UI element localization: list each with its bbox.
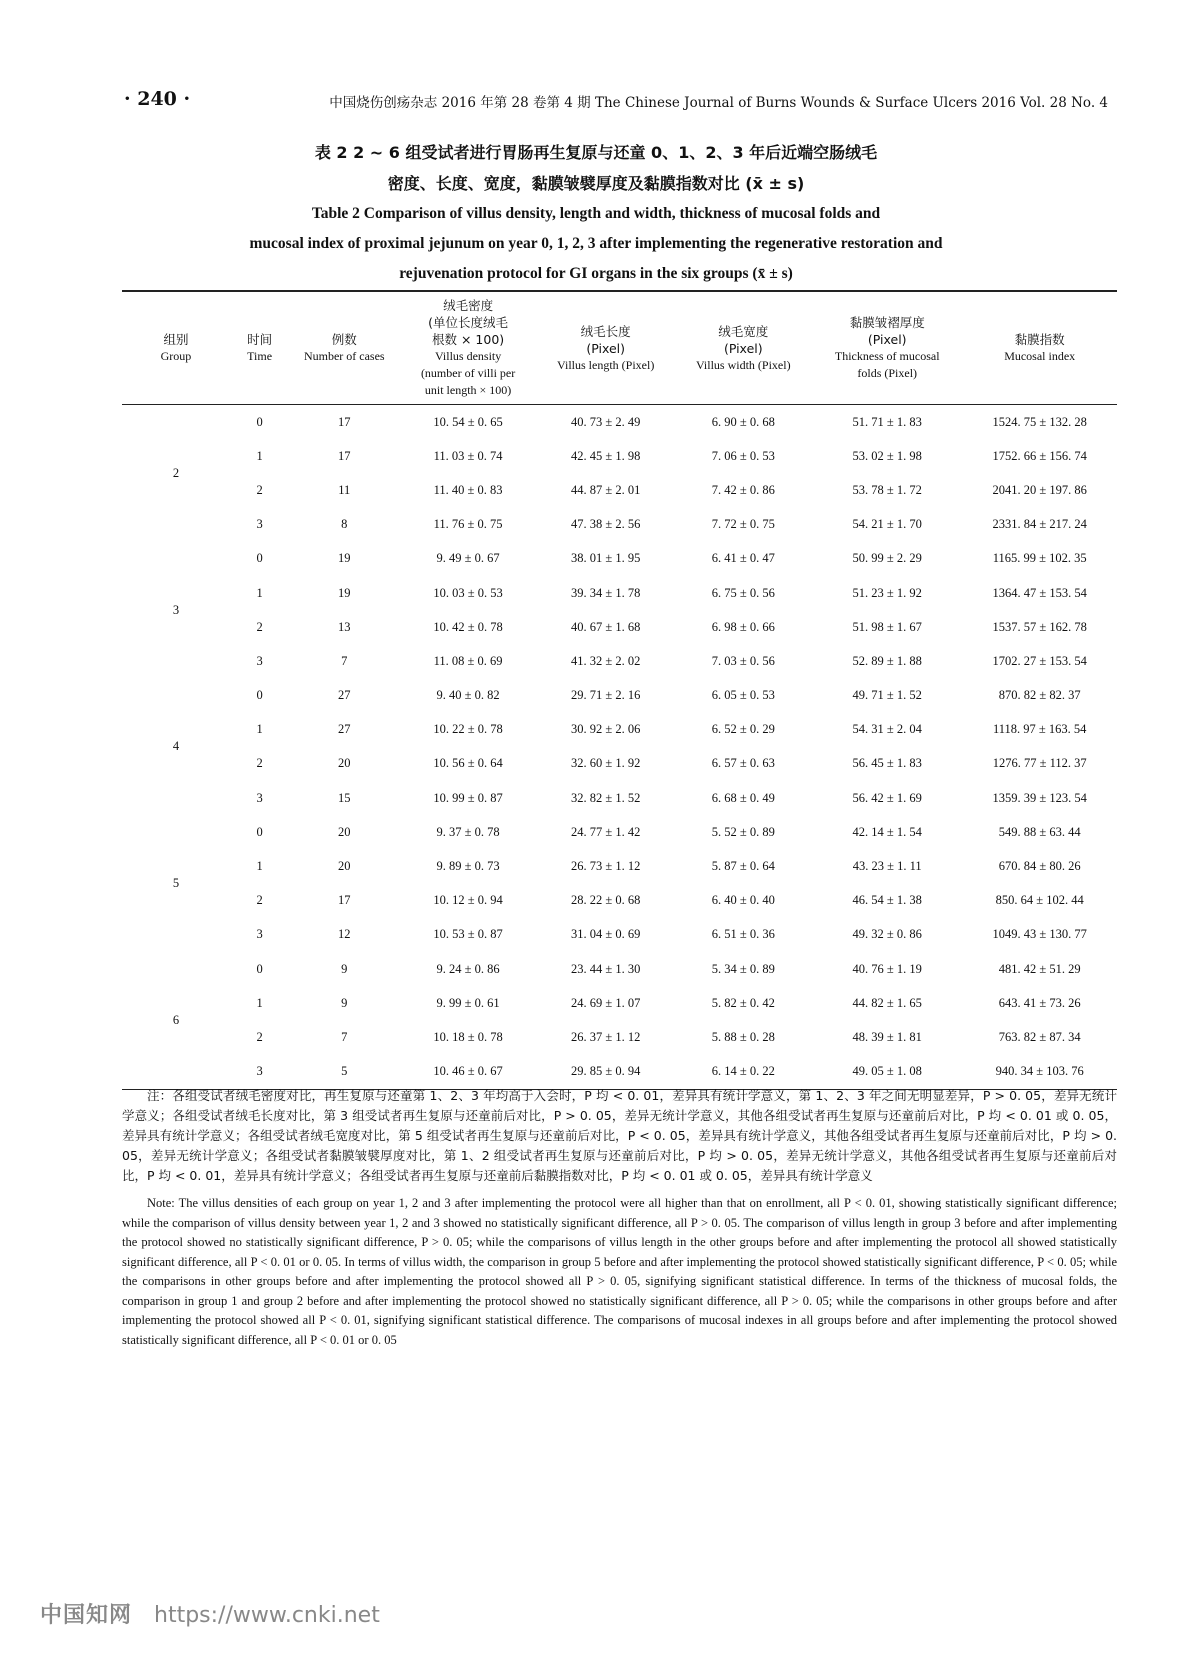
table-cell: 481. 42 ± 51. 29 (998, 961, 1081, 976)
table-cell: 2 (256, 1029, 263, 1044)
header-cell (962, 291, 1117, 405)
table-cell: 10. 18 ± 0. 78 (433, 1029, 503, 1044)
table-cell: 643. 41 ± 73. 26 (998, 995, 1081, 1010)
table-cell: 6. 14 ± 0. 22 (711, 1064, 775, 1079)
table-cell: 11. 40 ± 0. 83 (433, 482, 503, 497)
table-cell: 7. 06 ± 0. 53 (711, 448, 775, 463)
table-cell: 1752. 66 ± 156. 74 (992, 448, 1087, 463)
table-cell: 20 (338, 756, 351, 771)
table-cell: 12 (338, 927, 351, 942)
table-row (122, 1055, 1117, 1090)
table-cell: 2 (256, 893, 263, 908)
table-cell: 42. 14 ± 1. 54 (852, 824, 922, 839)
table-cell: 6. 40 ± 0. 40 (711, 893, 775, 908)
table-row (122, 952, 1117, 986)
table-cell: 27 (338, 688, 351, 703)
table-cell: 2331. 84 ± 217. 24 (992, 517, 1087, 532)
header-label-zh: 黏膜指数 (1014, 332, 1065, 347)
page-footer (40, 1598, 380, 1629)
table-cell: 6. 57 ± 0. 63 (711, 756, 775, 771)
table-cell: 8 (341, 517, 348, 532)
header-label-en: Number of cases (303, 349, 385, 363)
table-cell: 29. 85 ± 0. 94 (571, 1064, 641, 1079)
table-cell: 10. 03 ± 0. 53 (433, 585, 503, 600)
table-cell: 2 (256, 482, 263, 497)
header-label-zh: 时间 (247, 332, 273, 347)
table-cell: 23. 44 ± 1. 30 (571, 961, 641, 976)
table-cell: 1702. 27 ± 153. 54 (992, 653, 1087, 668)
caption-en-line3: rejuvenation protocol for GI organs in the six groups (x̄ ± s) (399, 265, 793, 282)
table-cell: 29. 71 ± 2. 16 (571, 688, 641, 703)
table-cell: 6. 75 ± 0. 56 (711, 585, 775, 600)
table-cell: 50. 99 ± 2. 29 (852, 551, 922, 566)
table-cell: 49. 05 ± 1. 08 (852, 1064, 922, 1079)
table-cell: 56. 45 ± 1. 83 (852, 756, 922, 771)
table-cell: 32. 82 ± 1. 52 (571, 790, 641, 805)
caption-zh-line1: 表 2 2 ~ 6 组受试者进行胃肠再生复原与还童 0、1、2、3 年后近端空肠绒毛 (314, 143, 878, 162)
table-row (122, 439, 1117, 473)
header-label-zh: 组别 (163, 332, 189, 347)
table-row (122, 986, 1117, 1020)
table-cell: 13 (338, 619, 351, 634)
table-cell: 2041. 20 ± 197. 86 (992, 482, 1087, 497)
table-cell: 10. 56 ± 0. 64 (433, 756, 503, 771)
header-label-en: Mucosal index (1004, 349, 1076, 363)
table-cell: 53. 02 ± 1. 98 (852, 448, 922, 463)
table-row (122, 679, 1117, 713)
table-cell: 9. 40 ± 0. 82 (436, 688, 500, 703)
table-cell: 20 (338, 824, 351, 839)
table-header (122, 291, 1117, 405)
table-cell: 1049. 43 ± 130. 77 (992, 927, 1087, 942)
table-cell: 670. 84 ± 80. 26 (998, 859, 1081, 874)
table-cell: 17 (338, 448, 351, 463)
table-cell: 1524. 75 ± 132. 28 (992, 414, 1087, 429)
table-cell: 54. 21 ± 1. 70 (852, 517, 922, 532)
header-cell (289, 291, 399, 405)
table-cell: 52. 89 ± 1. 88 (852, 653, 922, 668)
table-cell: 5. 87 ± 0. 64 (711, 859, 775, 874)
table-cell: 0 (256, 688, 263, 703)
header-label-zh: 绒毛密度 (单位长度绒毛 根数 × 100) (428, 298, 509, 347)
table-cell: 10. 22 ± 0. 78 (433, 722, 503, 737)
table-row (122, 713, 1117, 747)
table-cell: 41. 32 ± 2. 02 (571, 653, 641, 668)
table-cell: 51. 71 ± 1. 83 (852, 414, 922, 429)
table-cell: 6. 05 ± 0. 53 (711, 688, 775, 703)
table-cell: 5. 34 ± 0. 89 (711, 961, 775, 976)
table-cell: 20 (338, 859, 351, 874)
table-cell: 54. 31 ± 2. 04 (852, 722, 922, 737)
group-cell: 5 (172, 876, 180, 891)
header-label-en: Villus density (number of villi per unit length × 100) (420, 349, 516, 397)
table-caption (0, 137, 1192, 289)
table-cell: 19 (338, 585, 351, 600)
table-cell: 19 (338, 551, 351, 566)
header-label-en: Villus width (Pixel) (695, 357, 791, 372)
table-cell: 3 (256, 790, 263, 805)
table-cell: 44. 82 ± 1. 65 (852, 995, 922, 1010)
table-cell: 9. 37 ± 0. 78 (436, 824, 500, 839)
table-cell: 40. 73 ± 2. 49 (571, 414, 641, 429)
note-zh: 注：各组受试者绒毛密度对比，再生复原与还童第 1、2、3 年均高于入会时，P 均 < 0. 01，差异具有统计学意义，第 1、2、3 年之间无明显差异，P > 0. 05，差异无统计学意义；各组受试者绒毛长度对比，第 3 组受试者再生复原与还童前后对比，P > 0. 05，差异无统计学意义，其他各组受试者再生复原与还童前后对比，P 均 < 0. 01 或 0. 05，差异具有统计学意义；各组受试者绒毛宽度对比，第 5 组受试者再生复原与还童前后对比，P < 0. 05，差异具有统计学意义，其他各组受试者再生复原与还童前后对比，P 均 > 0. 05，差异无统计学意义；各组受试者黏膜皱襞厚度对比，第 1、2 组受试者再生复原与还童前后对比，P 均 > 0. 05，差异无统计学意义，其他各组受试者再生复原与还童前后对比，P 均 < 0. 01，差异具有统计学意义；各组受试者再生复原与还童前后黏膜指数对比，P 均 < 0. 01 或 0. 05，差异具有统计学意义 (122, 1088, 1117, 1183)
table-row (122, 815, 1117, 849)
table-cell: 11. 08 ± 0. 69 (433, 653, 503, 668)
table-row (122, 884, 1117, 918)
table-cell: 7. 03 ± 0. 56 (711, 653, 775, 668)
table-cell: 1 (256, 585, 263, 600)
table-cell: 10. 42 ± 0. 78 (433, 619, 503, 634)
cnki-url[interactable]: https://www.cnki.net (154, 1603, 380, 1628)
table-cell: 49. 32 ± 0. 86 (852, 927, 922, 942)
table-cell: 28. 22 ± 0. 68 (571, 893, 641, 908)
header-cell (230, 291, 289, 405)
group-cell: 6 (172, 1012, 180, 1027)
table-cell: 1118. 97 ± 163. 54 (992, 722, 1087, 737)
header-label-en: Villus length (Pixel) (557, 357, 655, 372)
table-cell: 26. 73 ± 1. 12 (571, 859, 641, 874)
table-row (122, 644, 1117, 678)
table-cell: 1359. 39 ± 123. 54 (992, 790, 1087, 805)
table-cell: 1364. 47 ± 153. 54 (992, 585, 1087, 600)
table-cell: 5. 82 ± 0. 42 (711, 995, 775, 1010)
table-cell: 24. 69 ± 1. 07 (571, 995, 641, 1010)
table-row (122, 576, 1117, 610)
group-cell: 2 (172, 465, 180, 480)
table-row (122, 918, 1117, 952)
table-cell: 6. 51 ± 0. 36 (711, 927, 775, 942)
table-cell: 49. 71 ± 1. 52 (852, 688, 922, 703)
table-cell: 6. 68 ± 0. 49 (711, 790, 775, 805)
table-cell: 2 (256, 619, 263, 634)
header-row (122, 291, 1117, 405)
caption-zh-line2: 密度、长度、宽度，黏膜皱襞厚度及黏膜指数对比 (x̄ ± s) (387, 174, 805, 193)
table-cell: 10. 53 ± 0. 87 (433, 927, 503, 942)
caption-en-line1: Table 2 Comparison of villus density, length and width, thickness of mucosal folds and (311, 205, 881, 222)
table-cell: 6. 90 ± 0. 68 (711, 414, 775, 429)
table-cell: 43. 23 ± 1. 11 (852, 859, 922, 874)
note-en: Note: The villus densities of each group on year 1, 2 and 3 after implementing the protocol were all higher than that on enrollment, all P < 0. 01, showing statistically significant difference; while the comparison of villus density between year 1, 2 and 3 showed no statistically significant difference, all P > 0. 05. The comparison of villus length in group 3 before and after implementing the protocol showed no statistically significant difference, P > 0. 05; while the comparisons of villus length in the other groups before and after implementing the protocol all showed statistically significant difference, all P < 0. 01 or 0. 05. In terms of villus width, the comparison in group 5 before and after implementing the protocol showed statistically significant difference, P < 0. 05; while the comparisons in other groups before and after implementing the protocol showed all P > 0. 05, signifying significant statistical difference. In terms of the thickness of mucosal folds, the comparison in group 1 and group 2 before and after implementing the protocol showed no statistically significant difference, all P > 0. 05; while the comparisons in other groups before and after implementing the protocol showed all P < 0. 01, signifying significant statistical difference. The comparisons of mucosal indexes in all groups before and after implementing the protocol showed statistically significant difference, all P < 0. 01 or 0. 05 (122, 1196, 1117, 1347)
header-label-zh: 黏膜皱褶厚度 (Pixel) (849, 315, 925, 347)
table-cell: 7 (341, 1029, 348, 1044)
header-label-zh: 绒毛宽度 (Pixel) (718, 323, 769, 356)
header-cell (812, 291, 962, 405)
table-cell: 3 (256, 927, 263, 942)
table-cell: 10. 54 ± 0. 65 (433, 414, 503, 429)
table-cell: 39. 34 ± 1. 78 (571, 585, 641, 600)
table-cell: 30. 92 ± 2. 06 (571, 722, 641, 737)
table-cell: 10. 12 ± 0. 94 (433, 893, 503, 908)
page-number: · 240 · (124, 88, 191, 110)
table-cell: 32. 60 ± 1. 92 (571, 756, 641, 771)
table-cell: 549. 88 ± 63. 44 (998, 824, 1081, 839)
table-cell: 46. 54 ± 1. 38 (852, 893, 922, 908)
header-label-zh: 例数 (331, 332, 357, 347)
table-cell: 56. 42 ± 1. 69 (852, 790, 922, 805)
table-cell: 11 (338, 482, 351, 497)
table-cell: 10. 46 ± 0. 67 (433, 1064, 503, 1079)
header-cell (399, 291, 537, 405)
table-row (122, 405, 1117, 440)
table-body (122, 405, 1117, 1090)
data-table (122, 290, 1117, 1090)
running-head: 中国烧伤创疡杂志 2016 年第 28 卷第 4 期 The Chinese Journal of Burns Wounds & Surface Ulcers 2016 Vol. 28 No. 4 (329, 95, 1108, 111)
table-cell: 17 (338, 414, 351, 429)
table-cell: 0 (256, 414, 263, 429)
data-table-container (122, 290, 1117, 1090)
table-cell: 1 (256, 722, 263, 737)
table-cell: 0 (256, 961, 263, 976)
table-cell: 11. 03 ± 0. 74 (433, 448, 503, 463)
table-cell: 2 (256, 756, 263, 771)
table-cell: 10. 99 ± 0. 87 (433, 790, 503, 805)
header-label-en: Group (160, 349, 192, 363)
table-cell: 6. 52 ± 0. 29 (711, 722, 775, 737)
table-row (122, 747, 1117, 781)
table-cell: 9. 89 ± 0. 73 (436, 859, 500, 874)
table-cell: 11. 76 ± 0. 75 (433, 517, 503, 532)
table-cell: 763. 82 ± 87. 34 (998, 1029, 1081, 1044)
table-notes (122, 1086, 1117, 1350)
table-row (122, 508, 1117, 542)
header-label-zh: 绒毛长度 (Pixel) (580, 323, 631, 356)
header-label-en: Time (247, 349, 273, 363)
table-cell: 850. 64 ± 102. 44 (995, 893, 1084, 908)
table-cell: 9 (341, 961, 348, 976)
table-cell: 9. 99 ± 0. 61 (436, 995, 500, 1010)
header-cell (122, 291, 230, 405)
table-cell: 1276. 77 ± 112. 37 (992, 756, 1087, 771)
table-cell: 3 (256, 517, 263, 532)
table-cell: 7. 42 ± 0. 86 (711, 482, 775, 497)
header-label-en: Thickness of mucosal folds (Pixel) (834, 349, 940, 380)
table-cell: 1 (256, 859, 263, 874)
table-row (122, 542, 1117, 576)
table-cell: 9 (341, 995, 348, 1010)
table-cell: 1537. 57 ± 162. 78 (992, 619, 1087, 634)
table-cell: 40. 76 ± 1. 19 (852, 961, 922, 976)
table-cell: 3 (256, 653, 263, 668)
table-cell: 51. 98 ± 1. 67 (852, 619, 922, 634)
table-cell: 870. 82 ± 82. 37 (998, 688, 1081, 703)
table-cell: 0 (256, 551, 263, 566)
cnki-logo: 中国知网 (40, 1603, 133, 1628)
header-cell (537, 291, 675, 405)
table-cell: 15 (338, 790, 351, 805)
table-cell: 6. 98 ± 0. 66 (711, 619, 775, 634)
group-cell: 3 (172, 602, 180, 617)
table-cell: 31. 04 ± 0. 69 (571, 927, 641, 942)
table-cell: 40. 67 ± 1. 68 (571, 619, 641, 634)
table-cell: 7. 72 ± 0. 75 (711, 517, 775, 532)
table-cell: 0 (256, 824, 263, 839)
table-cell: 44. 87 ± 2. 01 (571, 482, 641, 497)
table-cell: 24. 77 ± 1. 42 (571, 824, 641, 839)
table-cell: 1 (256, 995, 263, 1010)
header-cell (674, 291, 812, 405)
table-row (122, 473, 1117, 507)
table-cell: 1 (256, 448, 263, 463)
table-cell: 9. 49 ± 0. 67 (436, 551, 500, 566)
caption-en-line2: mucosal index of proximal jejunum on year 0, 1, 2, 3 after implementing the regenerative restoration and (249, 235, 943, 252)
table-cell: 9. 24 ± 0. 86 (436, 961, 500, 976)
table-cell: 27 (338, 722, 351, 737)
table-cell: 51. 23 ± 1. 92 (852, 585, 922, 600)
table-cell: 48. 39 ± 1. 81 (852, 1029, 922, 1044)
table-row (122, 849, 1117, 883)
table-cell: 5. 88 ± 0. 28 (711, 1029, 775, 1044)
table-cell: 6. 41 ± 0. 47 (711, 551, 775, 566)
table-row (122, 1020, 1117, 1054)
table-row (122, 781, 1117, 815)
table-cell: 38. 01 ± 1. 95 (571, 551, 641, 566)
table-row (122, 610, 1117, 644)
table-cell: 5. 52 ± 0. 89 (711, 824, 775, 839)
table-cell: 53. 78 ± 1. 72 (852, 482, 922, 497)
table-cell: 5 (341, 1064, 348, 1079)
group-cell: 4 (172, 739, 180, 754)
table-cell: 47. 38 ± 2. 56 (571, 517, 641, 532)
table-cell: 17 (338, 893, 351, 908)
page-header (0, 88, 1192, 112)
table-cell: 26. 37 ± 1. 12 (571, 1029, 641, 1044)
table-cell: 1165. 99 ± 102. 35 (992, 551, 1087, 566)
table-cell: 940. 34 ± 103. 76 (995, 1064, 1084, 1079)
table-cell: 7 (341, 653, 348, 668)
table-cell: 3 (256, 1064, 263, 1079)
table-cell: 42. 45 ± 1. 98 (571, 448, 641, 463)
